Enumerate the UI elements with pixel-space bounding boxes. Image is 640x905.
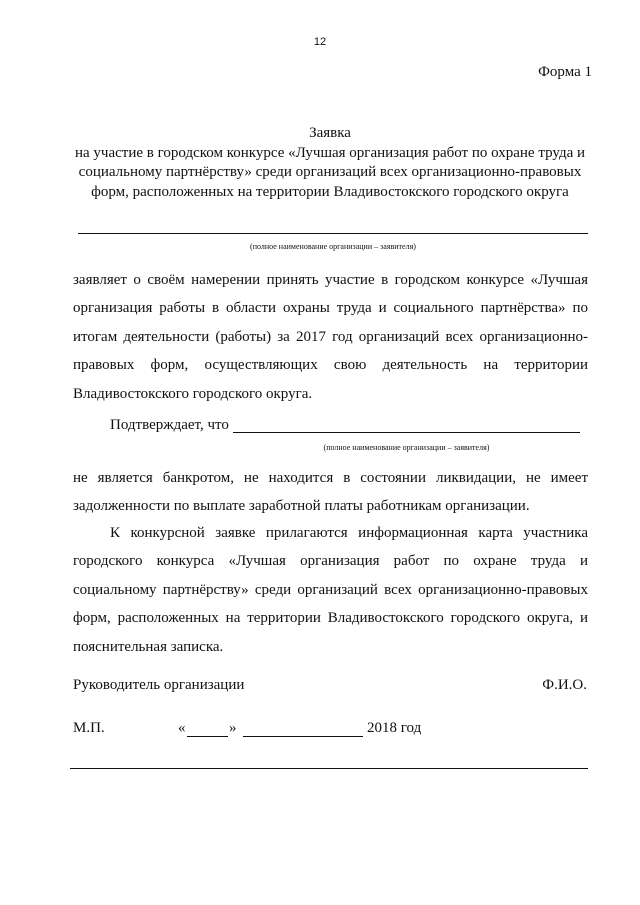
title-heading: Заявка — [309, 125, 351, 141]
attachment-line: городского конкурса «Лучшая организация работ по охране труда и — [73, 553, 588, 570]
statement-line: итогам деятельности (работы) за 2017 год организаций всех организационно- — [73, 328, 588, 345]
confirm-org-blank-line — [233, 432, 580, 433]
statement-paragraph — [73, 266, 588, 408]
attachment-line: социальному партнёрству» среди организаций всех организационно-правовых — [73, 581, 588, 598]
head-of-organization-label: Руководитель организации — [73, 677, 245, 693]
month-blank-line — [243, 736, 363, 737]
attachment-line: пояснительная записка. — [73, 638, 224, 655]
org-name-blank-line — [78, 233, 588, 234]
year-label: 2018 год — [367, 720, 422, 736]
attachment-line: К конкурсной заявке прилагаются информационная карта участника — [110, 525, 588, 541]
confirm-paragraph — [73, 464, 588, 521]
statement-line: заявляет о своём намерении принять участие в городском конкурсе «Лучшая — [73, 272, 588, 288]
title-line: форм, расположенных на территории Владивостокского городского округа — [91, 183, 569, 200]
statement-line: правовых форм, осуществляющих свою деятельность на территории — [73, 357, 588, 374]
confirms-label: Подтверждает, что — [110, 417, 229, 433]
stamp-label: М.П. — [73, 720, 105, 736]
statement-line: Владивостокского городского округа. — [73, 385, 313, 402]
day-blank-line — [187, 736, 228, 737]
confirm-org-caption: (полное наименование организации – заявителя) — [323, 443, 490, 452]
fio-label: Ф.И.О. — [542, 677, 587, 693]
attachment-line: форм, расположенных на территории Владивостокского городского округа, и — [73, 610, 588, 627]
date-quote-close: » — [229, 720, 237, 736]
date-quote-open: « — [178, 720, 186, 736]
org-name-caption: (полное наименование организации – заявителя) — [250, 242, 416, 251]
attachment-paragraph — [73, 519, 588, 661]
title-line: на участие в городском конкурсе «Лучшая организация работ по охране труда и — [74, 144, 586, 161]
statement-line: организация работы в области охраны труда и социального партнёрства» по — [73, 300, 588, 317]
confirm-line: задолженности по выплате заработной платы работникам организации. — [73, 498, 530, 515]
application-title — [60, 124, 600, 202]
confirm-line: не является банкротом, не находится в состоянии ликвидации, не имеет — [73, 470, 588, 486]
footer-separator-line — [70, 768, 588, 769]
form-label: Форма 1 — [538, 64, 592, 80]
page-number: 12 — [313, 36, 327, 48]
title-line: социальному партнёрству» среди организаций всех организационно-правовых — [78, 164, 582, 180]
